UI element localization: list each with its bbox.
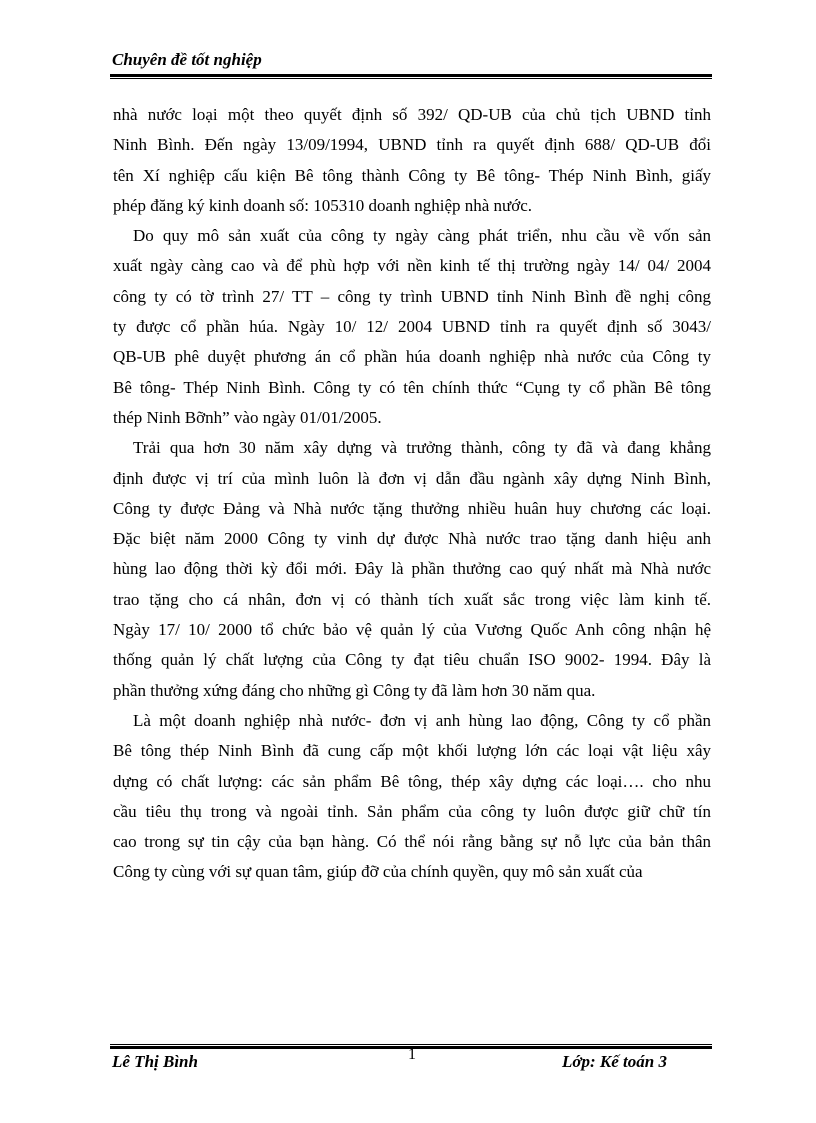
text-line: Bê tông thép Ninh Bình đã cung cấp một khối lượng lớn các loại vật liệu xây [113,741,711,761]
text-line: thống quản lý chất lượng của Công ty đạt tiêu chuẩn ISO 9002- 1994. Đây là [113,650,711,670]
text-line: Do quy mô sản xuất của công ty ngày càng phát triển, nhu cầu về vốn sản [133,226,711,246]
page-header-title: Chuyên đề tốt nghiệp [112,50,262,69]
paragraph-1 [113,100,711,221]
text-line: QB-UB phê duyệt phương án cổ phần húa doanh nghiệp nhà nước của Công ty [113,347,711,367]
paragraph-3 [113,433,711,706]
text-line: Đặc biệt năm 2000 Công ty vinh dự được Nhà nước trao tặng danh hiệu anh [113,529,711,549]
text-line: Công ty cùng với sự quan tâm, giúp đỡ của chính quyền, quy mô sản xuất của [113,862,643,882]
header-divider [110,74,712,79]
text-line: hùng lao động thời kỳ đổi mới. Đây là phần thưởng cao quý nhất mà Nhà nước [113,559,711,579]
document-body [113,100,711,888]
text-line: dựng có chất lượng: các sản phẩm Bê tông, thép xây dựng các loại…. cho nhu [113,771,711,791]
text-line: cao trong sự tin cậy của bạn hàng. Có thể nói rằng bằng sự nỗ lực của bản thân [113,832,711,852]
text-line: Trải qua hơn 30 năm xây dựng và trưởng thành, công ty đã và đang khẳng [133,438,711,458]
text-line: Bê tông- Thép Ninh Bình. Công ty có tên chính thức “Cụng ty cổ phần Bê tông [113,377,711,397]
text-line: phép đăng ký kinh doanh số: 105310 doanh nghiệp nhà nước. [113,195,533,215]
text-line: định được vị trí của mình luôn là đơn vị dẫn đầu ngành xây dựng Ninh Bình, [113,468,711,488]
text-line: cầu tiêu thụ trong và ngoài tỉnh. Sản phẩm của công ty luôn được giữ chữ tín [113,801,711,821]
page-number: 1 [408,1046,416,1063]
text-line: Là một doanh nghiệp nhà nước- đơn vị anh hùng lao động, Công ty cổ phần [133,710,711,730]
text-line: thép Ninh Bỡnh” vào ngày 01/01/2005. [113,407,382,427]
text-line: công ty có tờ trình 27/ TT – công ty trình UBND tỉnh Ninh Bình đề nghị công [113,286,711,306]
text-line: ty được cổ phần húa. Ngày 10/ 12/ 2004 UBND tỉnh ra quyết định số 3043/ [113,317,711,337]
footer-class-label: Lớp: Kế toán 3 [562,1052,667,1071]
footer-author: Lê Thị Bình [112,1052,198,1071]
text-line: nhà nước loại một theo quyết định số 392/ QD-UB của chủ tịch UBND tỉnh [113,105,711,124]
text-line: Ngày 17/ 10/ 2000 tổ chức bảo vệ quản lý của Vương Quốc Anh công nhận hệ [113,620,711,640]
paragraph-2 [113,221,711,433]
text-line: phần thưởng xứng đáng cho những gì Công ty đã làm hơn 30 năm qua. [113,680,596,700]
text-line: tên Xí nghiệp cấu kiện Bê tông thành Công ty Bê tông- Thép Ninh Bình, giấy [113,165,711,185]
paragraph-4 [113,706,711,888]
text-line: Ninh Bình. Đến ngày 13/09/1994, UBND tỉnh ra quyết định 688/ QD-UB đổi [113,135,711,155]
text-line: Công ty được Đảng và Nhà nước tặng thưởng nhiều huân huy chương các loại. [113,498,711,518]
text-line: trao tặng cho cá nhân, đơn vị có thành tích xuất sắc trong việc làm kinh tế. [113,589,711,609]
text-line: xuất ngày càng cao và để phù hợp với nền kinh tế thị trường ngày 14/ 04/ 2004 [113,256,711,276]
